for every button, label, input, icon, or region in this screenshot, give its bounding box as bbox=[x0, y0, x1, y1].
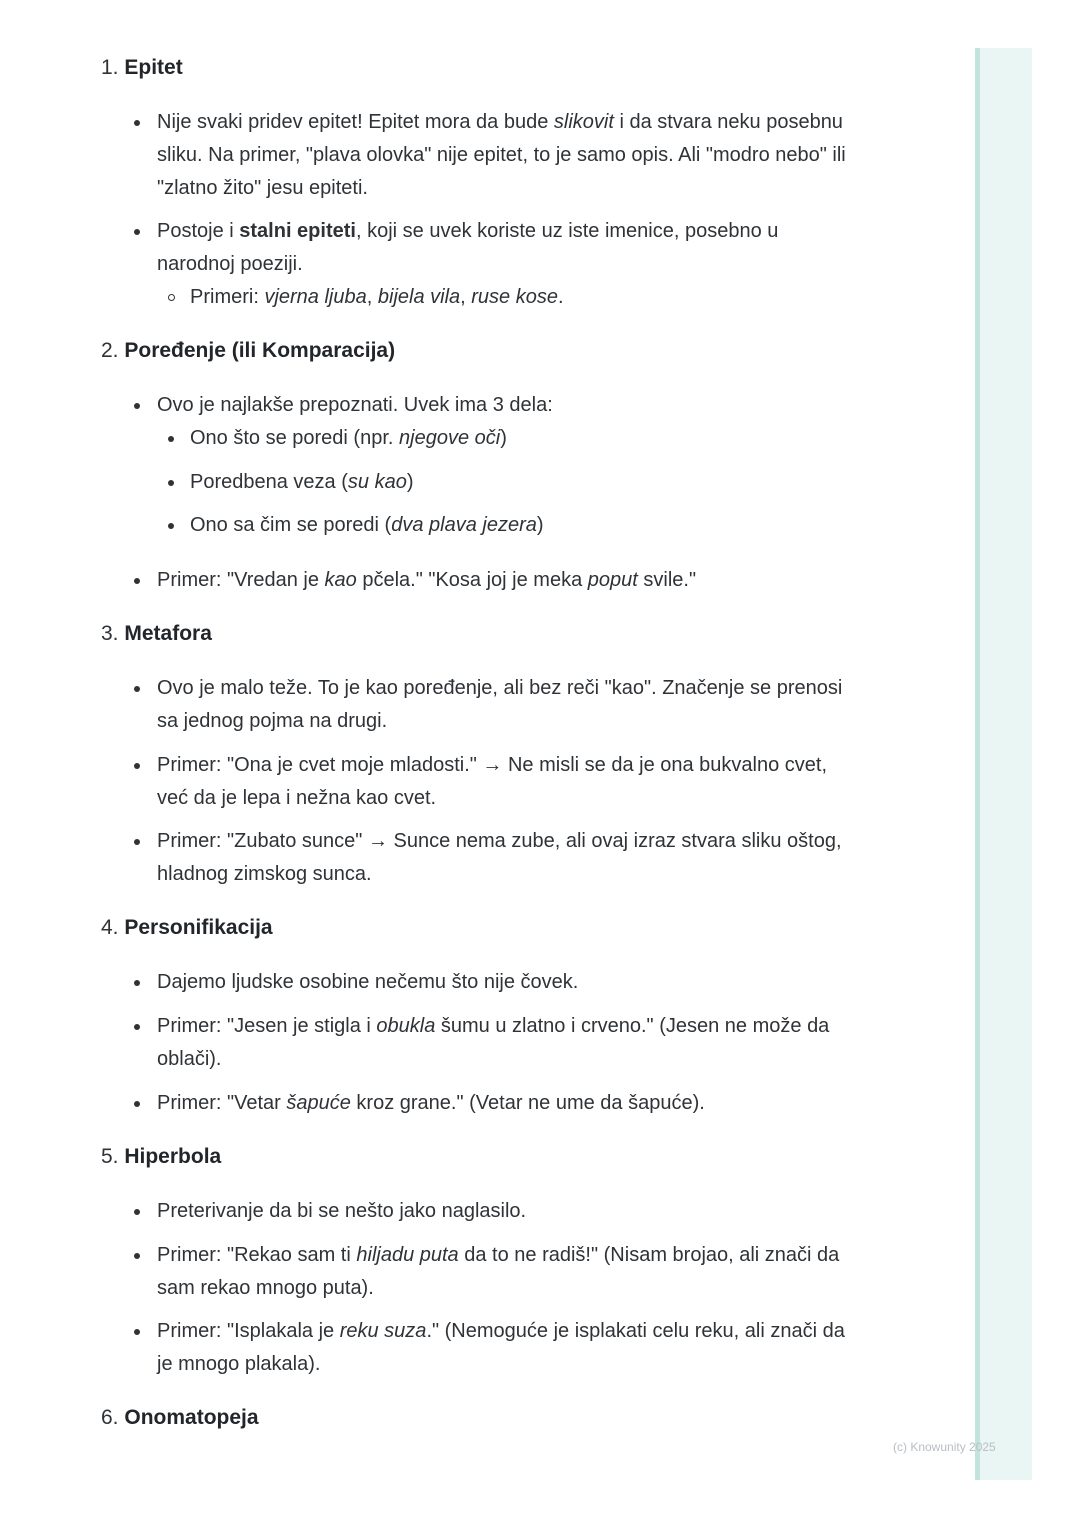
section-heading: 1. Epitet bbox=[101, 56, 183, 79]
sub-list-item: Primeri: vjerna ljuba, bijela vila, ruse kose. bbox=[190, 281, 840, 314]
list-item: Ovo je malo teže. To je kao poređenje, ali bez reči "kao". Značenje se prenosi sa jednog pojma na drugi. bbox=[157, 672, 847, 738]
sub-list-item: Ono što se poredi (npr. njegove oči) bbox=[190, 422, 840, 455]
right-margin-panel bbox=[975, 48, 1032, 1480]
copyright-footer: (c) Knowunity 2025 bbox=[893, 1440, 996, 1454]
sub-list-item: Ono sa čim se poredi (dva plava jezera) bbox=[190, 509, 840, 542]
list-item: Primer: "Zubato sunce" → Sunce nema zube, ali ovaj izraz stvara sliku oštog, hladnog zimskog sunca. bbox=[157, 825, 847, 891]
list-item: Nije svaki pridev epitet! Epitet mora da bude slikovit i da stvara neku posebnu sliku. Na primer, "plava olovka" nije epitet, to je samo opis. Ali "modro nebo" ili "zlatno žito" jesu epiteti. bbox=[157, 106, 847, 205]
list-item: Ovo je najlakše prepoznati. Uvek ima 3 dela: bbox=[157, 389, 847, 422]
section-heading: 2. Poređenje (ili Komparacija) bbox=[101, 339, 396, 362]
sub-list-item: Poredbena veza (su kao) bbox=[190, 466, 840, 499]
list-item: Primer: "Vetar šapuće kroz grane." (Vetar ne ume da šapuće). bbox=[157, 1087, 847, 1120]
list-item: Primer: "Rekao sam ti hiljadu puta da to ne radiš!" (Nisam brojao, ali znači da sam rekao mnogo puta). bbox=[157, 1239, 847, 1305]
list-item: Dajemo ljudske osobine nečemu što nije čovek. bbox=[157, 966, 847, 999]
list-item: Postoje i stalni epiteti, koji se uvek koriste uz iste imenice, posebno u narodnoj poeziji. bbox=[157, 215, 847, 281]
section-heading: 6. Onomatopeja bbox=[101, 1406, 259, 1429]
list-item: Primer: "Vredan je kao pčela." "Kosa joj je meka poput svile." bbox=[157, 564, 847, 597]
list-item: Primer: "Isplakala je reku suza." (Nemoguće je isplakati celu reku, ali znači da je mnogo plakala). bbox=[157, 1315, 847, 1381]
list-item: Primer: "Jesen je stigla i obukla šumu u zlatno i crveno." (Jesen ne može da oblači). bbox=[157, 1010, 847, 1076]
section-heading: 3. Metafora bbox=[101, 622, 212, 645]
section-heading: 5. Hiperbola bbox=[101, 1145, 222, 1168]
list-item: Preterivanje da bi se nešto jako naglasilo. bbox=[157, 1195, 847, 1228]
list-item: Primer: "Ona je cvet moje mladosti." → Ne misli se da je ona bukvalno cvet, već da je lepa i nežna kao cvet. bbox=[157, 749, 847, 815]
section-heading: 4. Personifikacija bbox=[101, 916, 273, 939]
